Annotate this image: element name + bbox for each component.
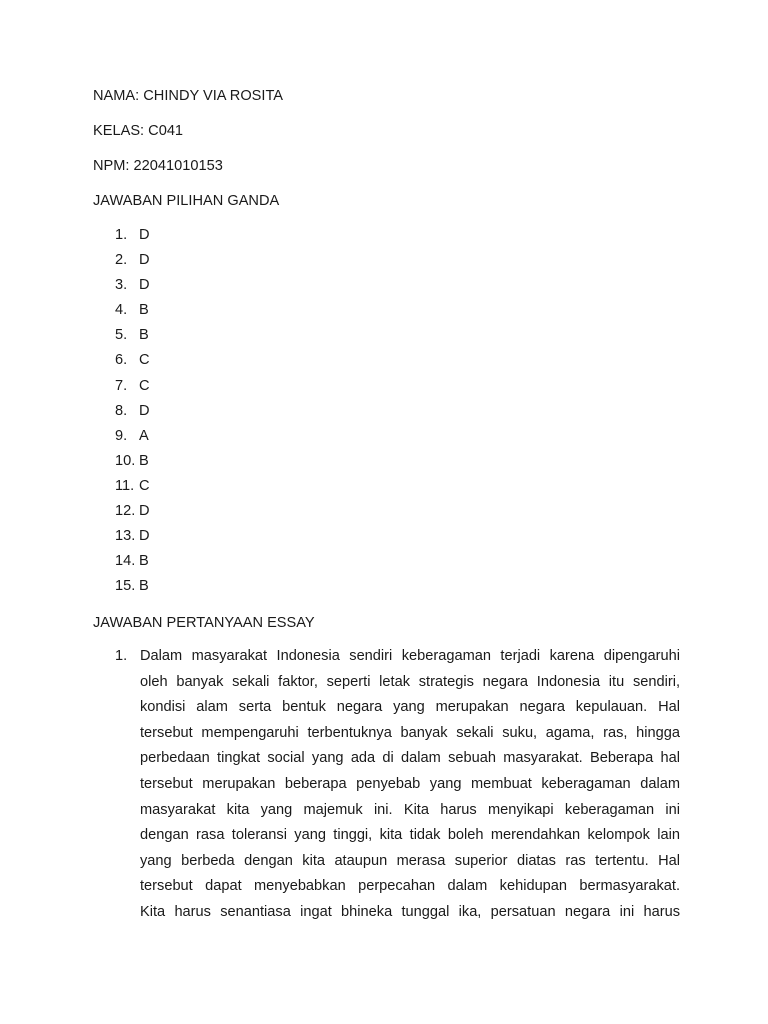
list-item-number: 1. [115,227,128,243]
list-item [115,527,150,552]
essay-line: tersebut mempengaruhi terbentuknya banyak sekali suku, agama, ras, hingga [140,724,680,741]
list-item [115,276,150,301]
list-item-number: 8. [115,402,128,419]
essay-line: tersebut merupakan beberapa penyebab yang membuat keberagaman dalam [140,775,680,792]
list-item-number: 3. [115,277,128,294]
list-item-number: 13. [115,528,136,545]
list-item-number: 2. [115,252,128,269]
list-item-answer: D [139,402,150,419]
list-item-number: 14. [115,553,136,570]
list-item-answer: B [139,327,149,344]
essay-line: oleh banyak sekali faktor, seperti letak strategis negara Indonesia itu sendiri, [140,673,680,690]
student-name: NAMA: CHINDY VIA ROSITA [93,88,284,104]
list-item-answer: D [139,528,150,545]
list-item [115,502,150,527]
list-item-number: 12. [115,503,136,520]
student-class: KELAS: C041 [93,123,184,139]
list-item [115,477,150,502]
list-item [115,452,150,477]
list-item-answer: D [139,252,150,269]
list-item-number: 11. [115,477,135,494]
student-npm: NPM: 22041010153 [93,158,223,174]
list-item [115,377,150,402]
essay-item-number: 1. [115,648,128,664]
list-item-answer: C [139,352,150,369]
list-item-answer: B [139,578,149,595]
list-item-answer: D [139,227,150,243]
list-item [115,226,150,251]
multiple-choice-answer-list [115,226,150,602]
list-item-number: 15. [115,578,136,595]
essay-line: Kita harus senantiasa ingat bhineka tunggal ika, persatuan negara ini harus [140,903,680,920]
essay-line: perbedaan tingkat social yang ada di dalam sebuah masyarakat. Beberapa hal [140,750,680,767]
list-item [115,402,150,427]
essay-line: tersebut dapat menyebabkan perpecahan dalam kehidupan bermasyarakat. [140,878,680,895]
list-item-number: 7. [115,377,128,394]
list-item-answer: D [139,503,150,520]
list-item [115,577,150,602]
list-item-number: 5. [115,327,128,344]
essay-heading: JAWABAN PERTANYAAN ESSAY [93,615,315,631]
essay-line: yang berbeda dengan kita ataupun merasa superior diatas ras tertentu. Hal [140,852,680,869]
list-item-answer: B [139,302,149,319]
essay-line: masyarakat kita yang majemuk ini. Kita harus menyikapi keberagaman ini [140,801,680,818]
list-item-answer: D [139,277,150,294]
essay-answer-text [140,647,680,929]
list-item [115,251,150,276]
essay-line: kondisi alam serta bentuk negara yang merupakan negara kepulauan. Hal [140,699,680,716]
list-item [115,301,150,326]
list-item [115,351,150,376]
list-item-number: 10. [115,452,136,469]
list-item-number: 4. [115,302,128,319]
multiple-choice-heading: JAWABAN PILIHAN GANDA [93,193,280,209]
list-item-answer: B [139,553,149,570]
list-item-answer: C [139,477,150,494]
list-item-answer: B [139,452,149,469]
list-item-number: 6. [115,352,128,369]
list-item-answer: A [139,427,149,444]
list-item-number: 9. [115,427,128,444]
essay-line: Dalam masyarakat Indonesia sendiri keberagaman terjadi karena dipengaruhi [140,648,680,664]
list-item [115,552,150,577]
essay-line: dengan rasa toleransi yang tinggi, kita tidak boleh merendahkan kelompok lain [140,827,680,844]
list-item [115,326,150,351]
list-item-answer: C [139,377,150,394]
list-item [115,427,150,452]
